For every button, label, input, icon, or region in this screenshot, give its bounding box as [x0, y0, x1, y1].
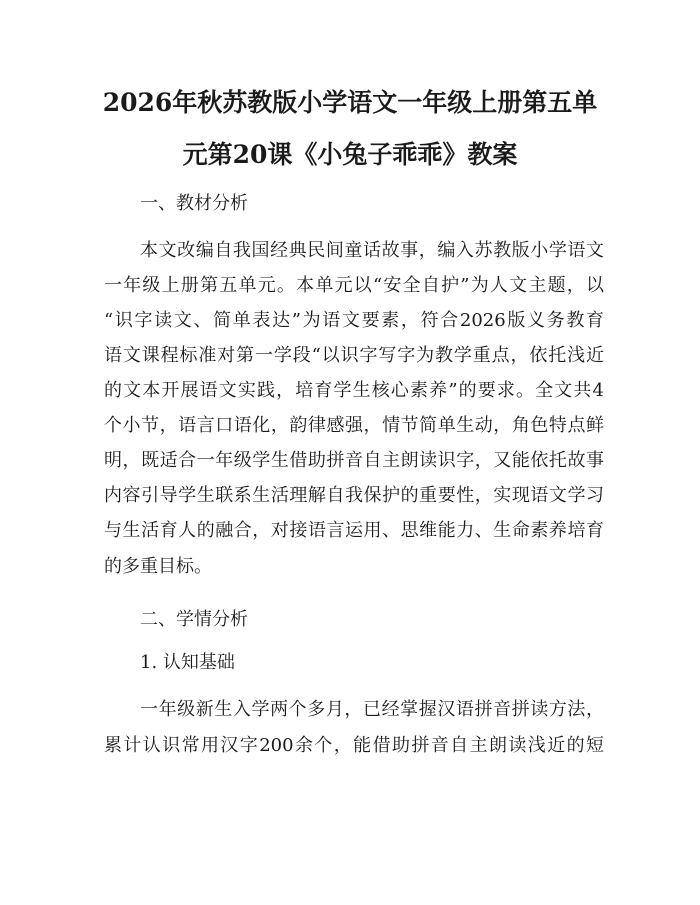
- paragraph-line: 内容引导学生联系生活理解自我保护的重要性，实现语文学习: [104, 485, 604, 506]
- section-heading-textbook-analysis: 一、教材分析: [140, 193, 248, 214]
- paragraph-line: 明，既适合一年级学生借助拼音自主朗读识字，又能依托故事: [104, 450, 604, 471]
- paragraph-line: 个小节，语言口语化，韵律感强，情节简单生动，角色特点鲜: [104, 415, 604, 436]
- paragraph-line: 的文本开展语文实践，培育学生核心素养”的要求。全文共4: [104, 380, 604, 401]
- paragraph-line: 一年级上册第五单元。本单元以“安全自护”为人文主题，以: [104, 275, 604, 296]
- document-title-line-1: 2026年秋苏教版小学语文一年级上册第五单: [102, 88, 598, 117]
- paragraph-line: “识字读文、简单表达”为语文要素，符合2026版义务教育: [104, 310, 604, 331]
- paragraph-line: 累计认识常用汉字200余个，能借助拼音自主朗读浅近的短: [104, 735, 604, 756]
- paragraph-line: 语文课程标准对第一学段“以识字写字为教学重点，依托浅近: [104, 345, 604, 366]
- subheading-cognitive-basis: 1. 认知基础: [140, 652, 235, 673]
- document-title-line-2: 元第20课《小兔子乖乖》教案: [182, 140, 518, 169]
- section-heading-student-analysis: 二、学情分析: [140, 609, 248, 630]
- paragraph-line: 本文改编自我国经典民间童话故事，编入苏教版小学语文: [140, 240, 604, 261]
- paragraph-line: 一年级新生入学两个多月，已经掌握汉语拼音拼读方法，: [140, 699, 604, 720]
- paragraph-line: 与生活育人的融合，对接语言运用、思维能力、生命素养培育: [104, 520, 604, 541]
- paragraph-line: 的多重目标。: [104, 556, 212, 577]
